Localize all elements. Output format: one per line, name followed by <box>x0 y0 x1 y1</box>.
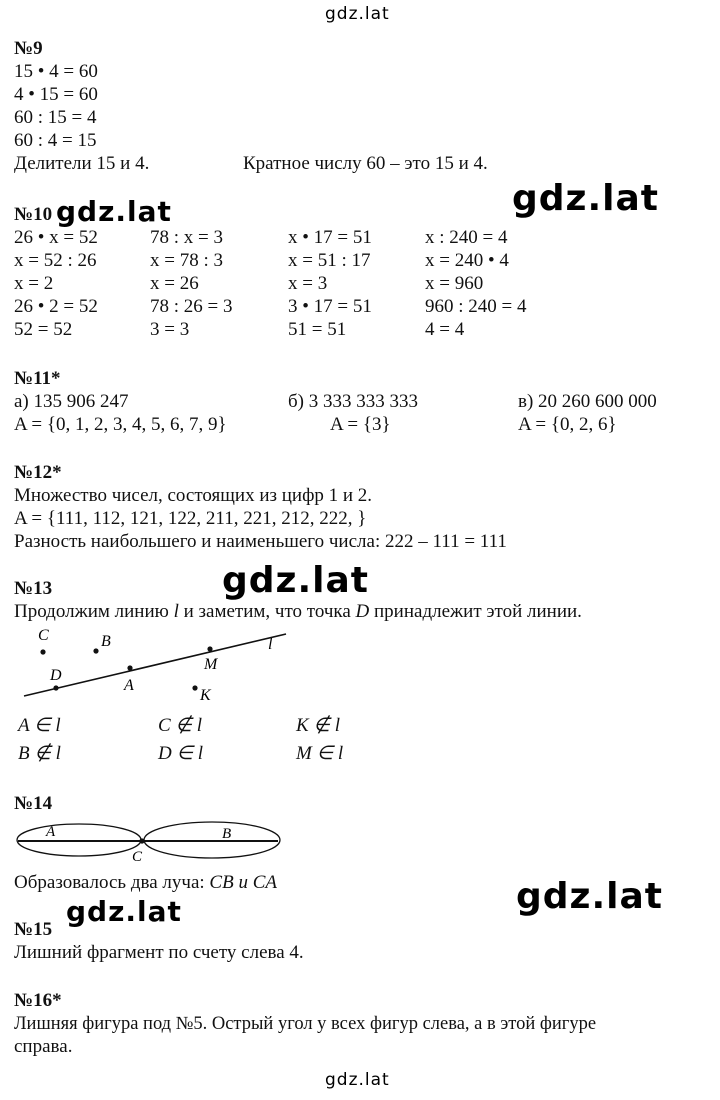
point-c <box>139 838 144 843</box>
equation-line: 26 • 2 = 52 <box>14 296 98 317</box>
point-k <box>192 685 197 690</box>
task-10-heading: №10 <box>14 204 53 225</box>
point-a <box>127 665 132 670</box>
task-12-line: A = {111, 112, 121, 122, 211, 221, 212, 222, } <box>14 508 367 529</box>
task-11-heading: №11* <box>14 368 61 389</box>
task-9-heading: №9 <box>14 38 43 59</box>
task-16-line: Лишняя фигура под №5. Острый угол у всех фигур слева, а в этой фигуре <box>14 1014 597 1034</box>
relation: C ∉ l <box>158 715 203 736</box>
watermark-bottom: gdz.lat <box>325 1070 390 1090</box>
task-9-divisors: Делители 15 и 4. <box>14 153 150 174</box>
equation-line: 26 • x = 52 <box>14 227 98 248</box>
equation-line: x : 240 = 4 <box>425 227 508 248</box>
equation-line: 3 = 3 <box>150 319 190 340</box>
equation-line: x = 78 : 3 <box>150 250 223 271</box>
relation: K ∉ l <box>296 715 341 736</box>
relation: B ∉ l <box>18 743 61 764</box>
task-16-line: справа. <box>14 1036 73 1057</box>
task-15-heading: №15 <box>14 919 53 940</box>
label-c: C <box>132 849 143 865</box>
label-c: C <box>38 627 49 644</box>
task-11-b-set: A = {3} <box>330 414 391 435</box>
label-l: l <box>268 636 273 653</box>
relation: M ∈ l <box>296 743 344 764</box>
task-11-a-set: A = {0, 1, 2, 3, 4, 5, 6, 7, 9} <box>14 414 227 435</box>
task-13-text <box>14 601 582 623</box>
label-a: A <box>46 824 56 840</box>
point-m <box>207 646 212 651</box>
watermark-large: gdz.lat <box>516 876 664 917</box>
task-14-heading: №14 <box>14 793 53 814</box>
point-c <box>40 649 45 654</box>
point-b <box>93 648 98 653</box>
label-k: K <box>200 687 211 704</box>
text-part: Продолжим линию <box>14 601 174 622</box>
watermark-large: gdz.lat <box>222 560 370 601</box>
equation-line: x • 17 = 51 <box>288 227 372 248</box>
equation-line: x = 2 <box>14 273 54 294</box>
equation-line: x = 3 <box>288 273 328 294</box>
relation: D ∈ l <box>158 743 204 764</box>
task-9-line: 15 • 4 = 60 <box>14 61 98 82</box>
equation-line: 78 : x = 3 <box>150 227 223 248</box>
line-name: l <box>173 601 179 622</box>
task-14-diagram <box>12 818 302 870</box>
label-b: B <box>101 633 111 650</box>
text-part: принадлежит этой линии. <box>369 601 582 622</box>
task-16-heading: №16* <box>14 990 62 1011</box>
equation-line: x = 52 : 26 <box>14 250 97 271</box>
task-11-c-set: A = {0, 2, 6} <box>518 414 617 435</box>
task-14-text <box>14 872 277 894</box>
task-13-diagram <box>14 624 314 704</box>
watermark-large: gdz.lat <box>512 178 660 219</box>
point-name: D <box>355 601 370 622</box>
equation-line: x = 960 <box>425 273 484 294</box>
task-9-line: 4 • 15 = 60 <box>14 84 98 105</box>
task-11-c-number: в) 20 260 600 000 <box>518 391 657 412</box>
rays-names: CB и CA <box>209 872 277 893</box>
label-m: M <box>204 656 218 673</box>
task-12-heading: №12* <box>14 462 62 483</box>
relation: A ∈ l <box>18 715 61 736</box>
task-11-b-number: б) 3 333 333 333 <box>288 391 418 412</box>
equation-line: x = 51 : 17 <box>288 250 371 271</box>
equation-line: 52 = 52 <box>14 319 73 340</box>
equation-line: 3 • 17 = 51 <box>288 296 372 317</box>
equation-line: 960 : 240 = 4 <box>425 296 527 317</box>
equation-line: 51 = 51 <box>288 319 347 340</box>
task-12-line: Разность наибольшего и наименьшего числа: 222 – 111 = 111 <box>14 531 507 552</box>
task-9-line: 60 : 4 = 15 <box>14 130 97 151</box>
watermark-medium: gdz.lat <box>66 895 182 928</box>
task-13-heading: №13 <box>14 578 53 599</box>
equation-line: 4 = 4 <box>425 319 465 340</box>
text-part: и заметим, что точка <box>178 601 356 622</box>
task-12-line: Множество чисел, состоящих из цифр 1 и 2. <box>14 485 373 506</box>
line-l <box>24 634 286 696</box>
watermark-top: gdz.lat <box>325 4 390 24</box>
equation-line: x = 240 • 4 <box>425 250 509 271</box>
task-11-a-number: а) 135 906 247 <box>14 391 129 412</box>
label-d: D <box>50 667 62 684</box>
equation-line: 78 : 26 = 3 <box>150 296 233 317</box>
task-15-text: Лишний фрагмент по счету слева 4. <box>14 942 304 963</box>
watermark-medium: gdz.lat <box>56 195 172 228</box>
task-9-multiple: Кратное числу 60 – это 15 и 4. <box>243 153 488 174</box>
task-9-line: 60 : 15 = 4 <box>14 107 97 128</box>
equation-line: x = 26 <box>150 273 199 294</box>
label-a: A <box>124 677 134 694</box>
label-b: B <box>222 826 232 842</box>
point-d <box>53 685 58 690</box>
text-part: Образовалось два луча: <box>14 872 210 893</box>
